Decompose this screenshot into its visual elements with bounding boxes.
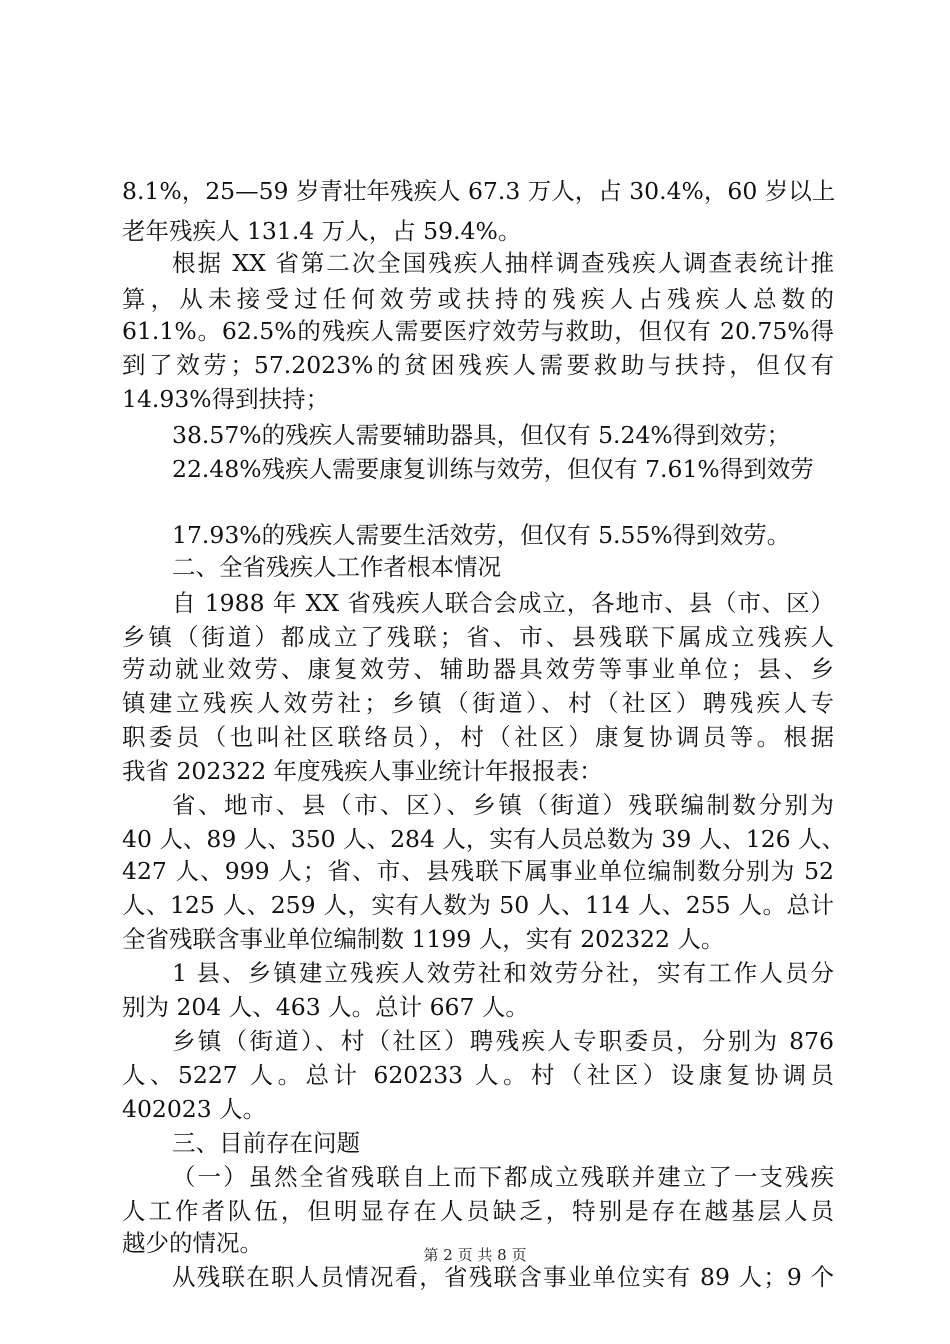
paragraph-line: 劳动就业效劳、康复效劳、辅助器具效劳等事业单位；县、乡 xyxy=(122,655,834,683)
paragraph-line: 17.93%的残疾人需要生活效劳，但仅有 5.55%得到效劳。 xyxy=(172,521,791,549)
paragraph-line: 别为 204 人、463 人。总计 667 人。 xyxy=(122,993,529,1021)
paragraph-line: 乡镇（街道）都成立了残联；省、市、县残联下属成立残疾人 xyxy=(122,623,834,651)
paragraph-line: 61.1%。62.5%的残疾人需要医疗效劳与救助，但仅有 20.75%得 xyxy=(122,317,834,345)
paragraph-line: 越少的情况。 xyxy=(122,1229,263,1257)
paragraph-line: 镇建立残疾人效劳社；乡镇（街道）、村（社区）聘残疾人专 xyxy=(122,689,834,717)
paragraph-line: 自 1988 年 XX 省残疾人联合会成立，各地市、县（市、区） xyxy=(172,589,834,617)
paragraph-line: 40 人、89 人、350 人、284 人，实有人员总数为 39 人、126 人、 xyxy=(122,825,846,853)
paragraph-line: 1 县、乡镇建立残疾人效劳社和效劳分社，实有工作人员分 xyxy=(172,959,834,987)
paragraph-line: 38.57%的残疾人需要辅助器具，但仅有 5.24%得到效劳； xyxy=(172,421,791,449)
paragraph-line: 8.1%，25—59 岁青壮年残疾人 67.3 万人，占 30.4%，60 岁以上 xyxy=(122,177,836,205)
paragraph-line: 402023 人。 xyxy=(122,1095,267,1123)
paragraph-line: 14.93%得到扶持； xyxy=(122,385,330,413)
paragraph-line: 职委员（也叫社区联络员），村（社区）康复协调员等。根据 xyxy=(122,723,834,751)
paragraph-line: 人、5227 人。总计 620233 人。村（社区）设康复协调员 xyxy=(122,1061,834,1089)
paragraph-line: 算，从未接受过任何效劳或扶持的残疾人占残疾人总数的 xyxy=(122,285,834,313)
page-number-footer: 第 2 页 共 8 页 xyxy=(423,1246,527,1264)
paragraph-line: 从残联在职人员情况看，省残联含事业单位实有 89 人；9 个 xyxy=(172,1263,834,1291)
paragraph-line: 427 人、999 人；省、市、县残联下属事业单位编制数分别为 52 xyxy=(122,857,834,885)
paragraph-line: （一）虽然全省残联自上而下都成立残联并建立了一支残疾 xyxy=(172,1163,834,1191)
paragraph-line: 我省 202322 年度残疾人事业统计年报报表： xyxy=(122,757,603,785)
paragraph-line: 老年残疾人 131.4 万人，占 59.4%。 xyxy=(122,217,522,245)
paragraph-line: 乡镇（街道）、村（社区）聘残疾人专职委员，分别为 876 xyxy=(172,1027,834,1055)
paragraph-line: 全省残联含事业单位编制数 1199 人，实有 202322 人。 xyxy=(122,925,725,953)
paragraph-line: 人工作者队伍，但明显存在人员缺乏，特别是存在越基层人员 xyxy=(122,1197,834,1225)
paragraph-line: 22.48%残疾人需要康复训练与效劳，但仅有 7.61%得到效劳 xyxy=(172,455,814,483)
section-heading: 三、目前存在问题 xyxy=(172,1129,360,1157)
paragraph-line: 省、地市、县（市、区）、乡镇（街道）残联编制数分别为 xyxy=(172,791,834,819)
paragraph-line: 到了效劳；57.2023%的贫困残疾人需要救助与扶持，但仅有 xyxy=(122,351,834,379)
section-heading: 二、全省残疾人工作者根本情况 xyxy=(172,553,501,581)
paragraph-line: 人、125 人、259 人，实有人数为 50 人、114 人、255 人。总计 xyxy=(122,891,834,919)
paragraph-line: 根据 XX 省第二次全国残疾人抽样调查残疾人调查表统计推 xyxy=(172,249,834,277)
